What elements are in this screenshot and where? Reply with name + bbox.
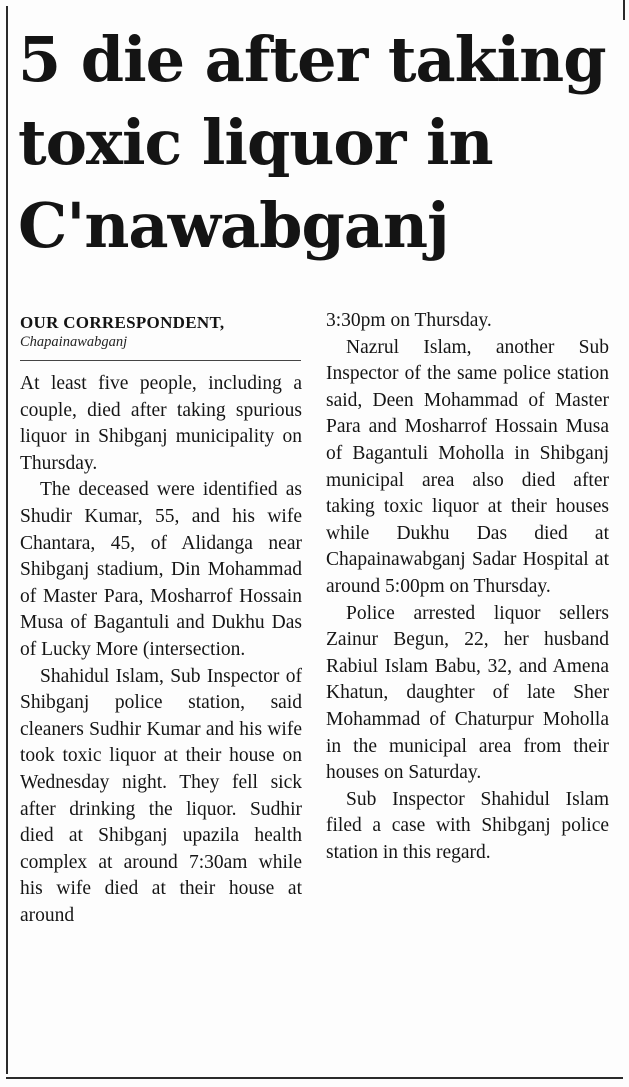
right-column-rule — [623, 0, 625, 20]
byline-divider — [20, 360, 301, 361]
byline-location: Chapainawabganj — [20, 334, 128, 350]
byline — [20, 313, 310, 351]
article-column-2 — [326, 308, 609, 866]
byline-author: OUR CORRESPONDENT, — [20, 313, 225, 332]
headline-line-2: toxic liquor in — [18, 106, 493, 179]
bottom-rule — [6, 1077, 623, 1079]
paragraph-continued: 3:30pm on Thursday. — [326, 310, 492, 331]
article-column-1 — [20, 371, 302, 929]
paragraph: Police arrested liquor sellers Zainur Begun, 22, her husband Rabiul Islam Babu, 32, and Amena Khatun, daughter of late Sher Mohammad of Chaturpur Moholla in the municipal area from their houses on Saturday. — [326, 602, 609, 784]
paragraph: Nazrul Islam, another Sub Inspector of the same police station said, Deen Mohammad of Master Para and Mosharrof Hossain Musa of Bagantuli Moholla in Shibganj municipal area also died after taking toxic liquor at their houses while Dukhu Das died at Chapainawabganj Sadar Hospital at around 5:00pm on Thursday. — [326, 336, 609, 597]
headline-line-3: C'nawabganj — [18, 189, 449, 262]
left-column-rule — [6, 6, 8, 1074]
headline — [18, 18, 618, 267]
paragraph: Sub Inspector Shahidul Islam filed a case with Shibganj police station in this regard. — [326, 788, 609, 863]
paragraph: Shahidul Islam, Sub Inspector of Shibganj police station, said cleaners Sudhir Kumar and his wife took toxic liquor at their house on Wednesday night. They fell sick after drinking the liquor. Sudhir died at Shibganj upazila health complex at around 7:30am while his wife died at their house at around — [20, 665, 302, 926]
headline-line-1: 5 die after taking — [18, 23, 606, 96]
paragraph: At least five people, including a couple, died after taking spurious liquor in Shibganj municipality on Thursday. — [20, 373, 302, 474]
paragraph: The deceased were identified as Shudir Kumar, 55, and his wife Chantara, 45, of Alidanga near Shibganj stadium, Din Mohammad of Master Para, Mosharrof Hossain Musa of Bagantuli and Dukhu Das of Lucky More (intersection. — [20, 479, 302, 660]
